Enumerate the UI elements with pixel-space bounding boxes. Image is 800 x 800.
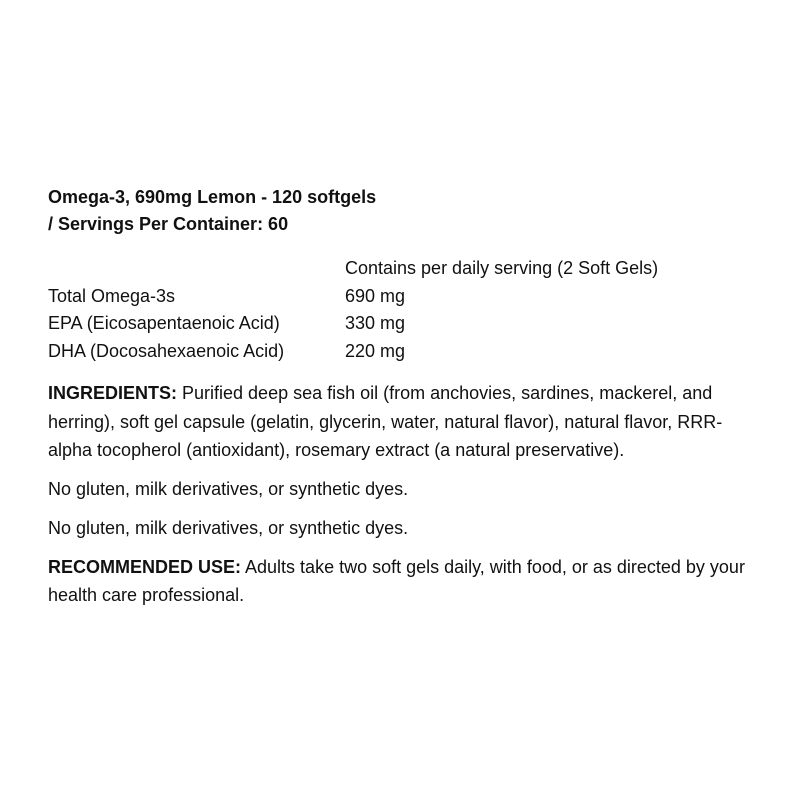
ingredients-text: Purified deep sea fish oil (from anchovies, sardines, mackerel, and herring), soft gel capsule (gelatin, glycerin, water, natural flavor), natural flavor, RRR-alpha tocopherol (antioxidant), rosemary extract (a natural preservative). bbox=[48, 383, 723, 460]
product-info-document bbox=[48, 184, 748, 610]
product-title-line-1: Omega-3, 690mg Lemon - 120 softgels bbox=[48, 187, 377, 207]
facts-row bbox=[48, 310, 748, 338]
product-title-line-2: / Servings Per Container: 60 bbox=[48, 214, 289, 234]
allergen-note: No gluten, milk derivatives, or synthetic dyes. bbox=[48, 518, 409, 538]
supplement-facts-table bbox=[48, 255, 748, 365]
nutrient-name: EPA (Eicosapentaenoic Acid) bbox=[48, 313, 280, 333]
nutrient-amount: 330 mg bbox=[345, 313, 406, 333]
recommended-use-text: Adults take two soft gels daily, with food, or as directed by your health care professional. bbox=[48, 556, 745, 605]
recommended-use-paragraph bbox=[48, 553, 748, 610]
ingredients-label: INGREDIENTS: bbox=[48, 383, 178, 403]
facts-row bbox=[48, 338, 748, 366]
recommended-use-label: RECOMMENDED USE: bbox=[48, 556, 242, 577]
allergen-note: No gluten, milk derivatives, or synthetic dyes. bbox=[48, 478, 409, 499]
nutrient-name: DHA (Docosahexaenoic Acid) bbox=[48, 340, 285, 361]
nutrient-amount: 690 mg bbox=[345, 285, 406, 306]
nutrient-amount: 220 mg bbox=[345, 340, 406, 361]
facts-header-row bbox=[48, 255, 748, 283]
ingredients-paragraph bbox=[48, 379, 748, 465]
facts-header-name bbox=[48, 255, 345, 283]
product-title bbox=[48, 184, 748, 238]
facts-header-amount: Contains per daily serving (2 Soft Gels) bbox=[345, 258, 659, 278]
nutrient-name: Total Omega-3s bbox=[48, 285, 176, 306]
facts-row bbox=[48, 283, 748, 311]
